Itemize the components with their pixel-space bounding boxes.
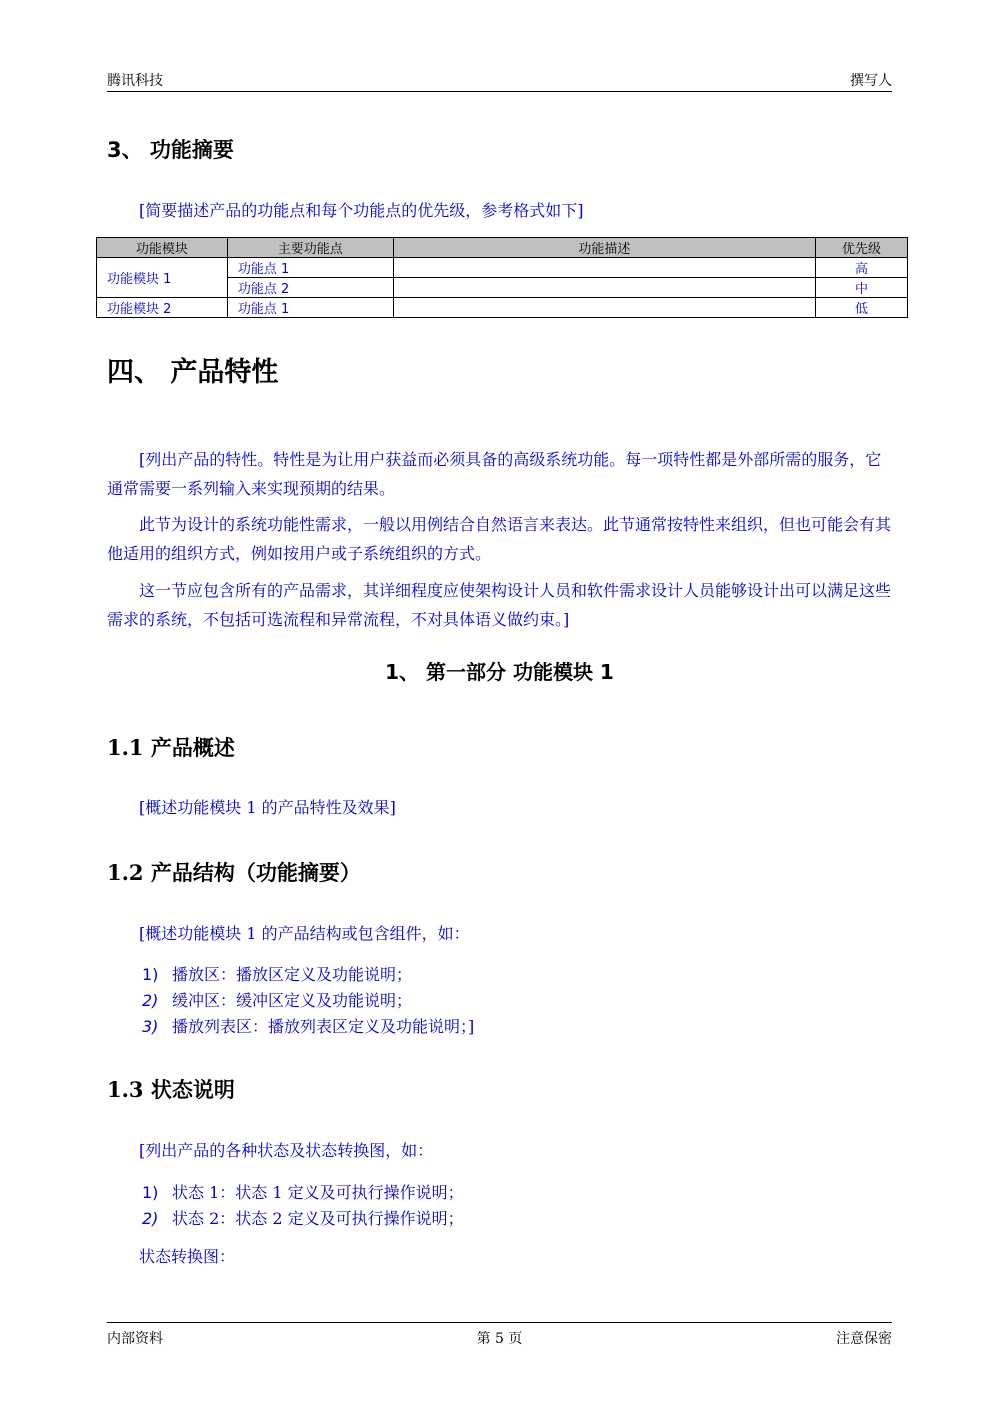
- table-cell-point: 功能点 1: [227, 258, 393, 278]
- table-cell-priority: 低: [816, 298, 908, 318]
- table-cell-desc: [393, 298, 815, 318]
- list-item-number: 2): [142, 991, 159, 1010]
- chapter-title-product-features: 四、 产品特性: [107, 357, 279, 388]
- list-item-number: 2): [142, 1209, 159, 1228]
- page-header: [107, 68, 892, 92]
- list-item: [142, 1180, 464, 1203]
- table-cell-module: 功能模块 1: [97, 258, 228, 298]
- table-cell-desc: [393, 278, 815, 298]
- states-note: [列出产品的各种状态及状态转换图，如：: [139, 1141, 434, 1160]
- section-title-function-summary: 3、 功能摘要: [107, 138, 234, 162]
- list-item-number: 1): [142, 965, 159, 984]
- table-header-row: [97, 238, 908, 258]
- function-summary-note: [简要描述产品的功能点和每个功能点的优先级，参考格式如下]: [139, 201, 584, 220]
- list-item-text: 播放区：播放区定义及功能说明；: [172, 965, 413, 984]
- table-cell-priority: 中: [816, 278, 908, 298]
- list-item-text: 缓冲区：缓冲区定义及功能说明；: [172, 991, 413, 1010]
- features-paragraph: 此节为设计的系统功能性需求，一般以用例结合自然语言来表达。此节通常按特性来组织，但也可能会有其他适用的组织方式，例如按用户或子系统组织的方式。: [107, 515, 892, 563]
- list-item-text: 状态 2：状态 2 定义及可执行操作说明；: [172, 1209, 464, 1228]
- list-item-text: 播放列表区：播放列表区定义及功能说明；]: [172, 1017, 475, 1036]
- table-cell-desc: [393, 258, 815, 278]
- table-cell-point: 功能点 2: [227, 278, 393, 298]
- page-footer: [107, 1322, 892, 1346]
- section-title-overview: 1.1 产品概述: [107, 735, 235, 760]
- table-row: [97, 298, 908, 318]
- table-cell-module: 功能模块 2: [97, 298, 228, 318]
- list-item-number: 3): [142, 1017, 159, 1036]
- features-paragraph: [列出产品的特性。特性是为让用户获益而必须具备的高级系统功能。每一项特性都是外部所需的服务，它通常需要一系列输入来实现预期的结果。: [107, 450, 882, 498]
- footer-secrecy-label: 注意保密: [836, 1331, 892, 1347]
- header-company: 腾讯科技: [107, 73, 163, 89]
- structure-note: [概述功能模块 1 的产品结构或包含组件，如：: [139, 924, 470, 943]
- table-header: 功能描述: [393, 238, 815, 258]
- function-table: [96, 237, 908, 318]
- state-diagram-label: 状态转换图：: [139, 1247, 236, 1266]
- list-item-text: 状态 1：状态 1 定义及可执行操作说明；: [172, 1183, 464, 1202]
- header-author: 撰写人: [850, 73, 892, 89]
- table-row: [97, 258, 908, 278]
- features-paragraph: 这一节应包含所有的产品需求，其详细程度应使架构设计人员和软件需求设计人员能够设计出可以满足这些需求的系统，不包括可选流程和异常流程，不对具体语义做约束。]: [107, 581, 892, 629]
- list-item: [142, 962, 412, 985]
- table-header: 功能模块: [97, 238, 228, 258]
- table-cell-point: 功能点 1: [227, 298, 393, 318]
- part-title: 1、 第一部分 功能模块 1: [385, 660, 614, 684]
- list-item: [142, 988, 412, 1011]
- page-number: 第 5 页: [476, 1331, 523, 1347]
- overview-note: [概述功能模块 1 的产品特性及效果]: [139, 798, 396, 817]
- section-title-structure: 1.2 产品结构（功能摘要）: [107, 860, 361, 885]
- table-cell-priority: 高: [816, 258, 908, 278]
- footer-confidential-label: 内部资料: [107, 1331, 163, 1347]
- table-header: 优先级: [816, 238, 908, 258]
- list-item: [142, 1014, 474, 1037]
- section-title-states: 1.3 状态说明: [107, 1077, 235, 1102]
- table-header: 主要功能点: [227, 238, 393, 258]
- list-item: [142, 1206, 464, 1229]
- list-item-number: 1): [142, 1183, 159, 1202]
